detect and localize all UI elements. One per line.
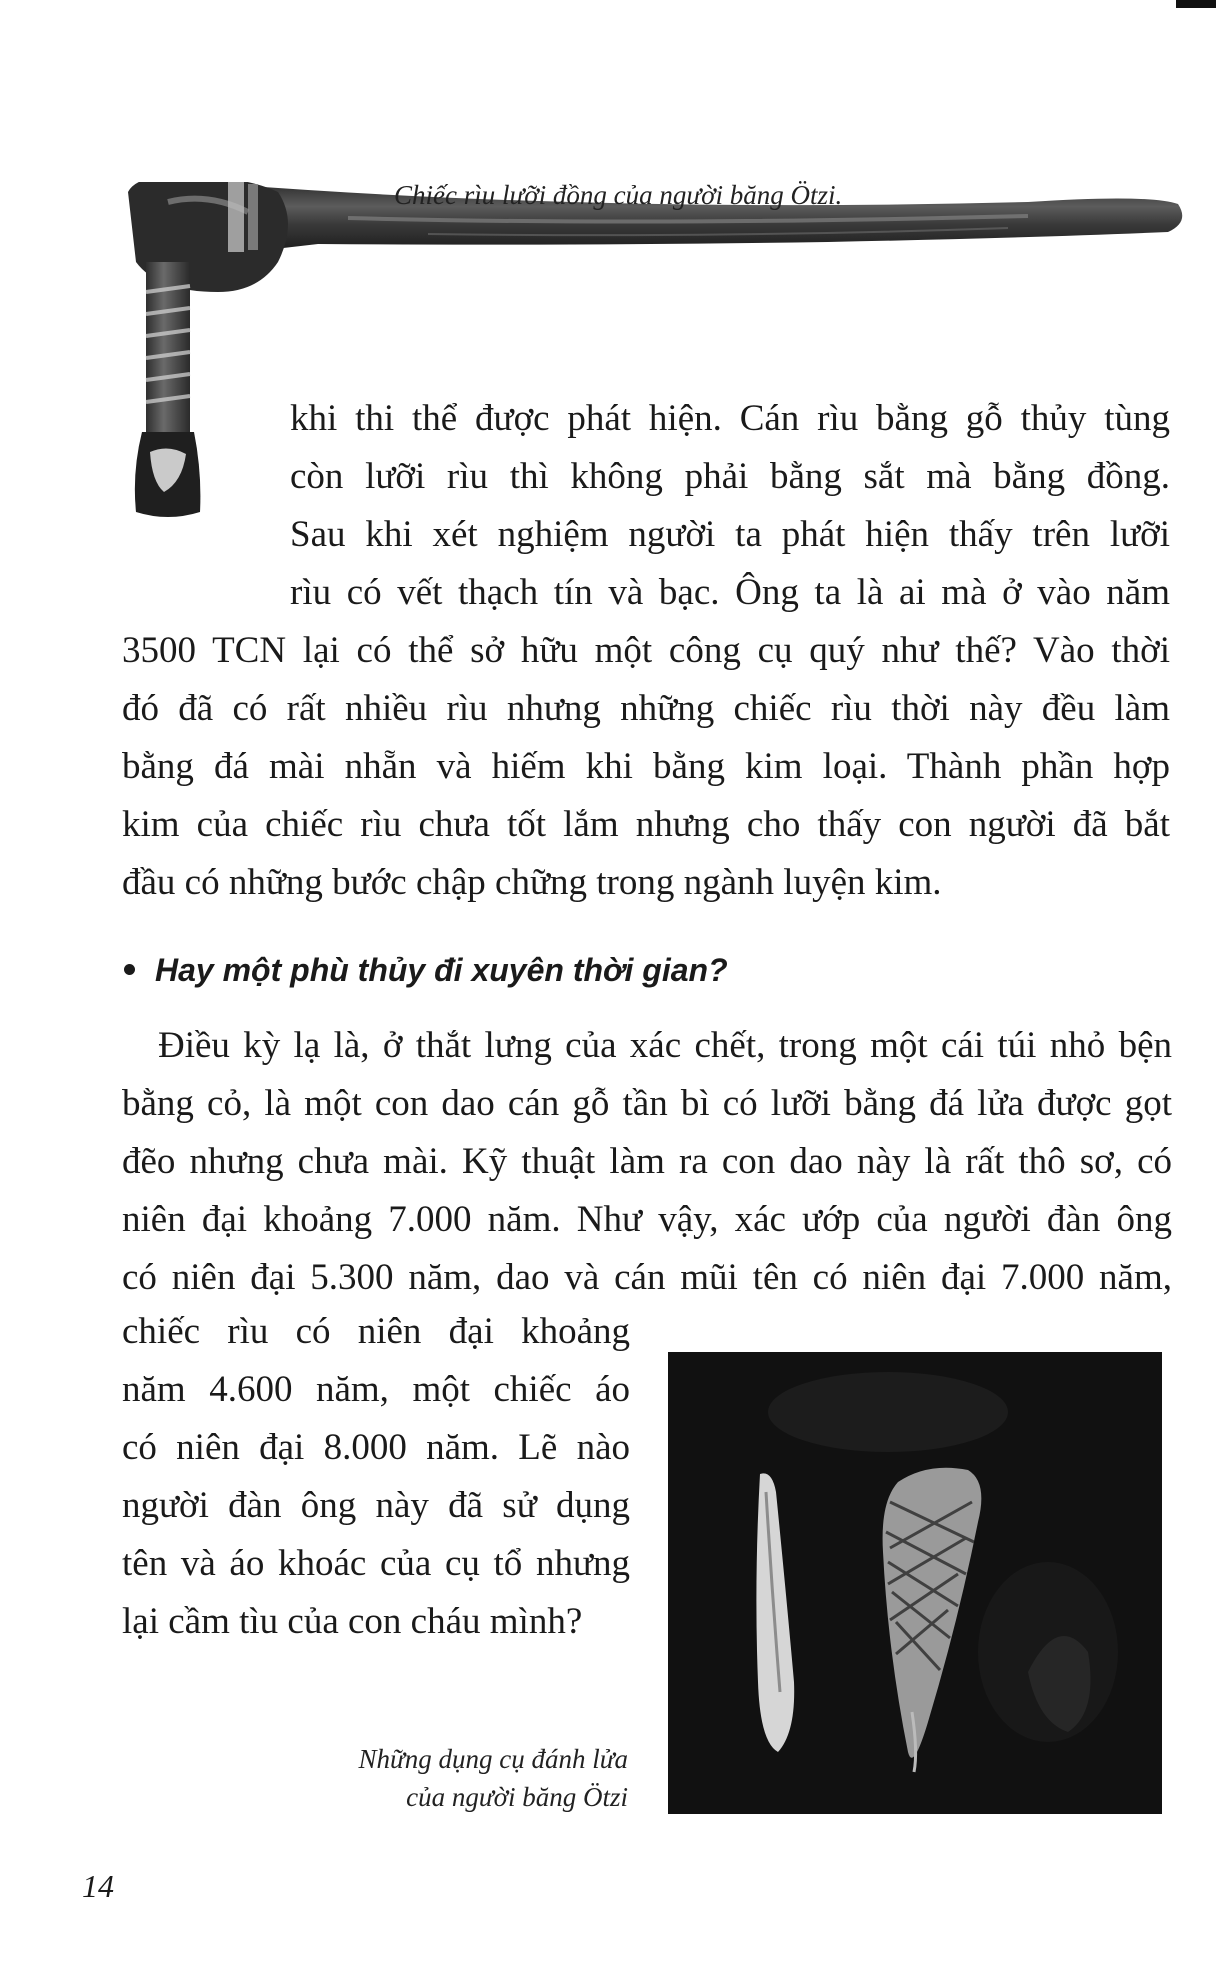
text-line: Sau khi xét nghiệm người ta phát hiện thấy trên lưỡi [290, 514, 1170, 555]
text-line-last: lại cầm tìu của con cháu mình? [122, 1601, 583, 1642]
text-line: năm 4.600 năm, một chiếc áo [122, 1369, 630, 1410]
section-heading-text: Hay một phù thủy đi xuyên thời gian? [155, 952, 728, 988]
text-line: đẽo nhưng chưa mài. Kỹ thuật làm ra con dao này là rất thô sơ, có [122, 1141, 1172, 1182]
page-number: 14 [82, 1868, 114, 1904]
paragraph-1-full [122, 622, 1170, 912]
figure-caption-top: Chiếc rìu lưỡi đồng của người băng Ötzi. [394, 180, 843, 210]
paragraph-1-indented [290, 390, 1170, 622]
paragraph-2 [122, 1017, 1172, 1307]
text-line: kim của chiếc rìu chưa tốt lắm nhưng cho thấy con người đã bắt [122, 804, 1170, 845]
text-line: 3500 TCN lại có thể sở hữu một công cụ quý như thế? Vào thời [122, 630, 1170, 671]
text-line: có niên đại 8.000 năm. Lẽ nào [122, 1427, 630, 1468]
text-line: rìu có vết thạch tín và bạc. Ông ta là ai mà ở vào năm [290, 572, 1170, 613]
text-line: niên đại khoảng 7.000 năm. Như vậy, xác ướp của người đàn ông [122, 1199, 1172, 1240]
page-corner-mark [1176, 0, 1216, 8]
bullet-icon [124, 964, 135, 975]
text-line: bằng cỏ, là một con dao cán gỗ tần bì có lưỡi bằng đá lửa được gọt [122, 1083, 1172, 1124]
text-line: còn lưỡi rìu thì không phải bằng sắt mà bằng đồng. [290, 456, 1170, 497]
text-line: bằng đá mài nhẵn và hiếm khi bằng kim loại. Thành phần hợp [122, 746, 1170, 787]
text-line: khi thi thể được phát hiện. Cán rìu bằng gỗ thủy tùng [290, 398, 1170, 439]
text-line: tên và áo khoác của cụ tổ nhưng [122, 1543, 630, 1584]
text-line: chiếc rìu có niên đại khoảng [122, 1311, 630, 1352]
text-line-last: đầu có những bước chập chững trong ngành luyện kim. [122, 862, 942, 903]
text-line: Điều kỳ lạ là, ở thắt lưng của xác chết, trong một cái túi nhỏ bện [158, 1025, 1172, 1066]
caption-line: Những dụng cụ đánh lửa [358, 1744, 628, 1774]
text-line: đó đã có rất nhiều rìu nhưng những chiếc rìu thời này đều làm [122, 688, 1170, 729]
figure-caption-bottom [359, 1740, 628, 1816]
caption-line: của người băng Ötzi [406, 1782, 628, 1812]
paragraph-2-narrow [122, 1303, 630, 1651]
section-heading [124, 952, 728, 989]
fire-tools-photo [668, 1352, 1162, 1814]
text-line: có niên đại 5.300 năm, dao và cán mũi tên có niên đại 7.000 năm, [122, 1257, 1172, 1298]
text-line: người đàn ông này đã sử dụng [122, 1485, 630, 1526]
